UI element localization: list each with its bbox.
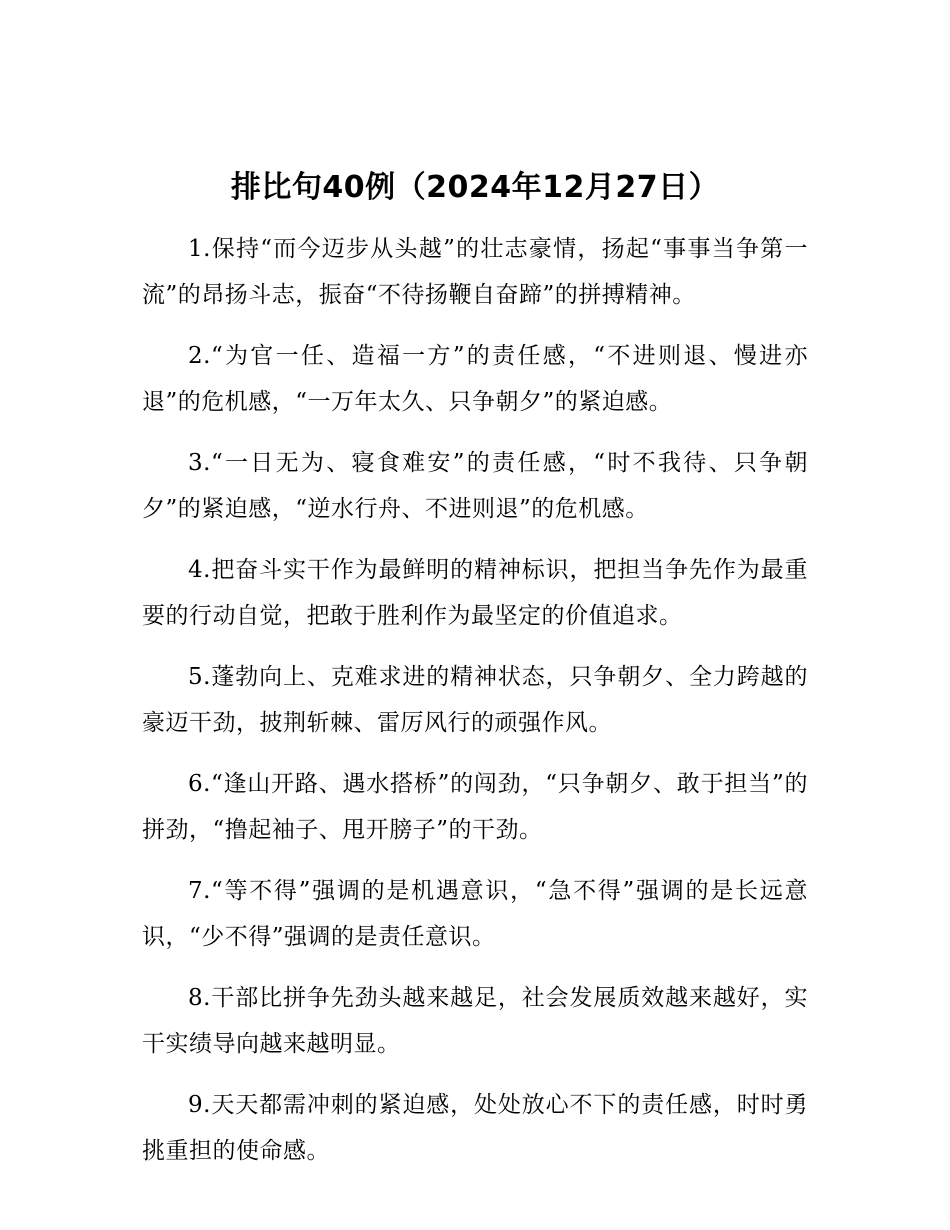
- paragraph-2: 2.“为官一任、造福一方”的责任感，“不进则退、慢进亦退”的危机感，“一万年太久、只争朝夕”的紧迫感。: [142, 343, 808, 415]
- paragraph-9: 9.天天都需冲刺的紧迫感，处处放心不下的责任感，时时勇挑重担的使命感。: [142, 1092, 808, 1164]
- paragraph-7: 7.“等不得”强调的是机遇意识，“急不得”强调的是长远意识，“少不得”强调的是责任意识。: [142, 878, 808, 950]
- document-title: 排比句40例（2024年12月27日）: [230, 170, 720, 205]
- paragraph-4: 4.把奋斗实干作为最鲜明的精神标识，把担当争先作为最重要的行动自觉，把敢于胜利作为最坚定的价值追求。: [142, 557, 808, 629]
- document-body: [142, 226, 808, 1189]
- paragraph-1: 1.保持“而今迈步从头越”的壮志豪情，扬起“事事当争第一流”的昂扬斗志，振奋“不待扬鞭自奋蹄”的拼搏精神。: [142, 236, 808, 308]
- paragraph-6: 6.“逢山开路、遇水搭桥”的闯劲，“只争朝夕、敢于担当”的拼劲，“撸起袖子、甩开膀子”的干劲。: [142, 771, 808, 843]
- paragraph-8: 8.干部比拼争先劲头越来越足，社会发展质效越来越好，实干实绩导向越来越明显。: [142, 985, 808, 1057]
- paragraph-5: 5.蓬勃向上、克难求进的精神状态，只争朝夕、全力跨越的豪迈干劲，披荆斩棘、雷厉风行的顽强作风。: [142, 664, 808, 736]
- paragraph-3: 3.“一日无为、寝食难安”的责任感，“时不我待、只争朝夕”的紧迫感，“逆水行舟、不进则退”的危机感。: [142, 450, 808, 522]
